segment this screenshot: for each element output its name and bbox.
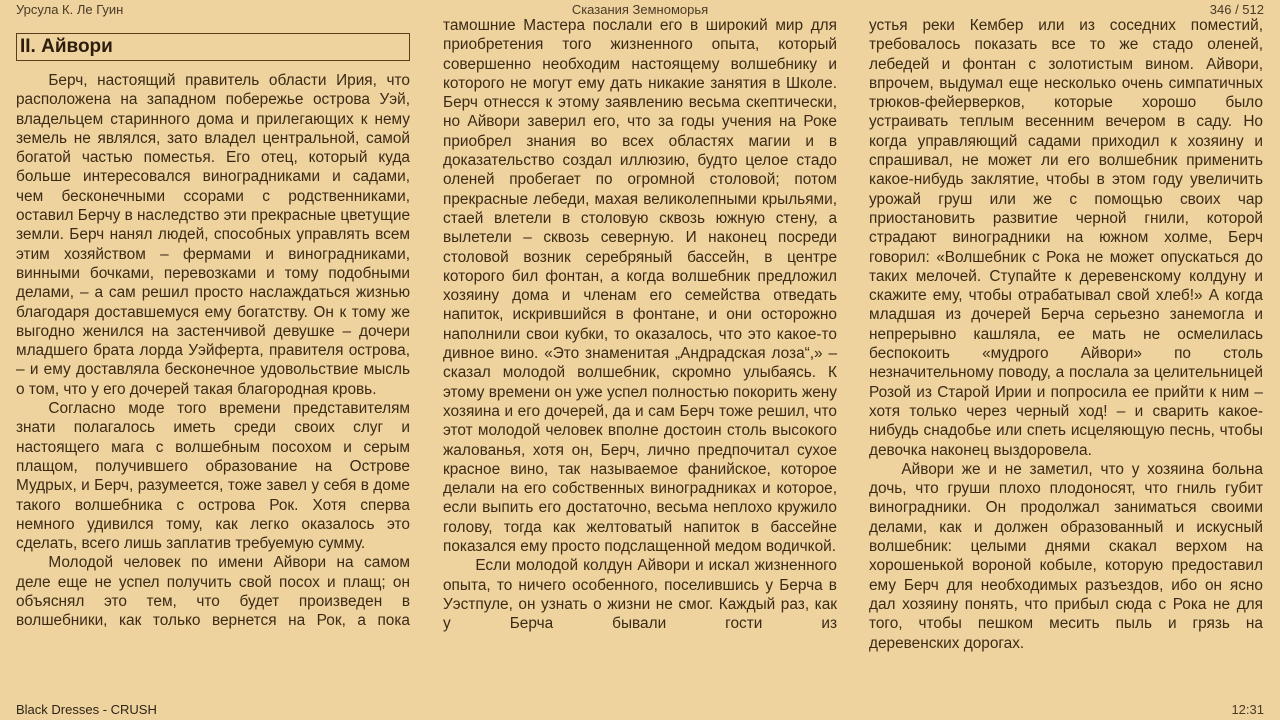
text-column-3[interactable] (869, 16, 1263, 653)
clock: 12:31 (1231, 702, 1264, 717)
paragraph: Молодой человек по имени Айвори на самом деле еще не успел получить свой посох и плащ; он объяснял это тем, что будет произведен в волшебники, как только вернется на Рок, а пока (16, 554, 410, 630)
paragraph: устья реки Кембер или из соседних поместий, требовалось показать все то же стадо оленей, лебедей и фонтан с золотистым вином. Айвори, впрочем, выдумал еще несколько очень симпатичных трюков-фейерверков, которые хорошо было устраивать теплым весенним вечером в саду. Но когда управляющий садами приходил к хозяину и спрашивал, не может ли его волшебник применить какое-нибудь заклятие, чтобы в этом году увеличить урожай груш или же с помощью своих чар приостановить развитие черной гнили, которой страдают виноградники на южном холме, Берч говорил: «Волшебник с Рока не может опускаться до таких мелочей. Ступайте к деревенскому колдуну и скажите ему, чтобы отрабатывал свой хлеб!» А когда младшая из дочерей Берча серьезно занемогла и непрерывно кашляла, ее мать не осмелилась беспокоить «мудрого Айвори» по столь незначительному поводу, а послала за целительницей Розой из Старой Ирии и попросила ее прийти к ним – хотя только через черный ход! – и сварить какое-нибудь снадобье или спеть исцеляющую песнь, чтобы девочка наконец выздоровела. (869, 17, 1263, 459)
now-playing-track[interactable]: Black Dresses - CRUSH (16, 702, 157, 717)
paragraph: Айвори же и не заметил, что у хозяина больна дочь, что груши плохо плодоносят, что гниль губит виноградники. Он продолжал заниматься своими делами, как и должен образованный и искусный волшебник: целыми днями скакал верхом на хорошенькой вороной кобыле, которую предоставил ему Берч для необходимых разъездов, ибо он ясно дал хозяину понять, что прибыл сюда с Рока не для того, чтобы пешком месить пыль и грязь на деревенских дорогах. (869, 460, 1263, 652)
chapter-title: II. Айвори (20, 36, 113, 57)
book-title: Сказания Земноморья (571, 2, 709, 17)
paragraph: Если молодой колдун Айвори и искал жизненного опыта, то ничего особенного, поселившись у Берча в Уэстпуле, он узнать о жизни не смог. Каждый раз, как у Берча бывали гости из (443, 557, 837, 633)
book-author: Урсула К. Ле Гуин (16, 2, 124, 17)
text-column-1[interactable] (16, 16, 410, 631)
page-indicator: 346 / 512 (1209, 2, 1264, 17)
paragraph: Берч, настоящий правитель области Ирия, что расположена на западном побережье острова Уэй, владельцем старинного дома и прилегающих к нему земель не являлся, зато владел центральной, самой богатой частью поместья. Его отец, который куда больше интересовался виноградниками и садами, чем бесконечными ссорами с родственниками, оставил Берчу в наследство эти прекрасные цветущие земли. Берч нанял людей, способных управлять всем этим хозяйством – фермами и виноградниками, винными бочками, перевозками и тому подобными делами, – а сам решил просто наслаждаться жизнью благодаря доставшемуся ему богатству. Он к тому же выгодно женился на застенчивой девушке – дочери младшего брата лорда Уэйферта, правителя острова, – и ему доставляла бесконечное удовольствие мысль о том, что у его дочерей такая благородная кровь. (16, 72, 411, 398)
chapter-heading (16, 33, 410, 61)
paragraph: тамошние Мастера послали его в широкий мир для приобретения того жизненного опыта, который совершенно необходим настоящему волшебнику и которого не могут ему дать никакие занятия в Школе. Берч отнесся к этому заявлению весьма скептически, но Айвори заверил его, что за годы учения на Роке приобрел знания во всех областях магии и в доказательство создал иллюзию, будто целое стадо оленей пробегает по огромной столовой; потом прекрасные лебеди, махая великолепными крыльями, стаей влетели в столовую сквозь южную стену, а вылетели – сквозь северную. И наконец посреди столовой возник серебряный бассейн, в центре которого бил фонтан, а когда волшебник предложил хозяину дома и членам его семейства отведать напиток, искрившийся в фонтане, и они осторожно наполнили свои кубки, то оказалось, что это какое-то дивное вино. «Это знаменитая „Андрадская лоза“,» – сказал молодой волшебник, скромно улыбаясь. К этому времени он уже успел полностью покорить жену хозяина и его дочерей, да и сам Берч тоже решил, что этот молодой человек вполне достоин столь высокого жалованья, хотя он, Берч, лично предпочитал сухое красное вино, так называемое фанийское, которое делали на его собственных виноградниках и которое, если выпить его достаточно, весьма неплохо кружило голову, тогда как желтоватый напиток в бассейне показался ему просто подслащенной медом водичкой. (443, 17, 837, 556)
text-column-2[interactable] (443, 16, 837, 634)
paragraph: Согласно моде того времени представителям знати полагалось иметь среди своих слуг и настоящего мага с волшебным посохом и серым плащом, получившего образование на Острове Мудрых, и Берч, разумеется, тоже завел у себя в доме такого волшебника с острова Рок. Хотя сперва немного удивился тому, как легко оказалось это сделать, всего лишь заплатив требуемую сумму. (16, 400, 410, 553)
